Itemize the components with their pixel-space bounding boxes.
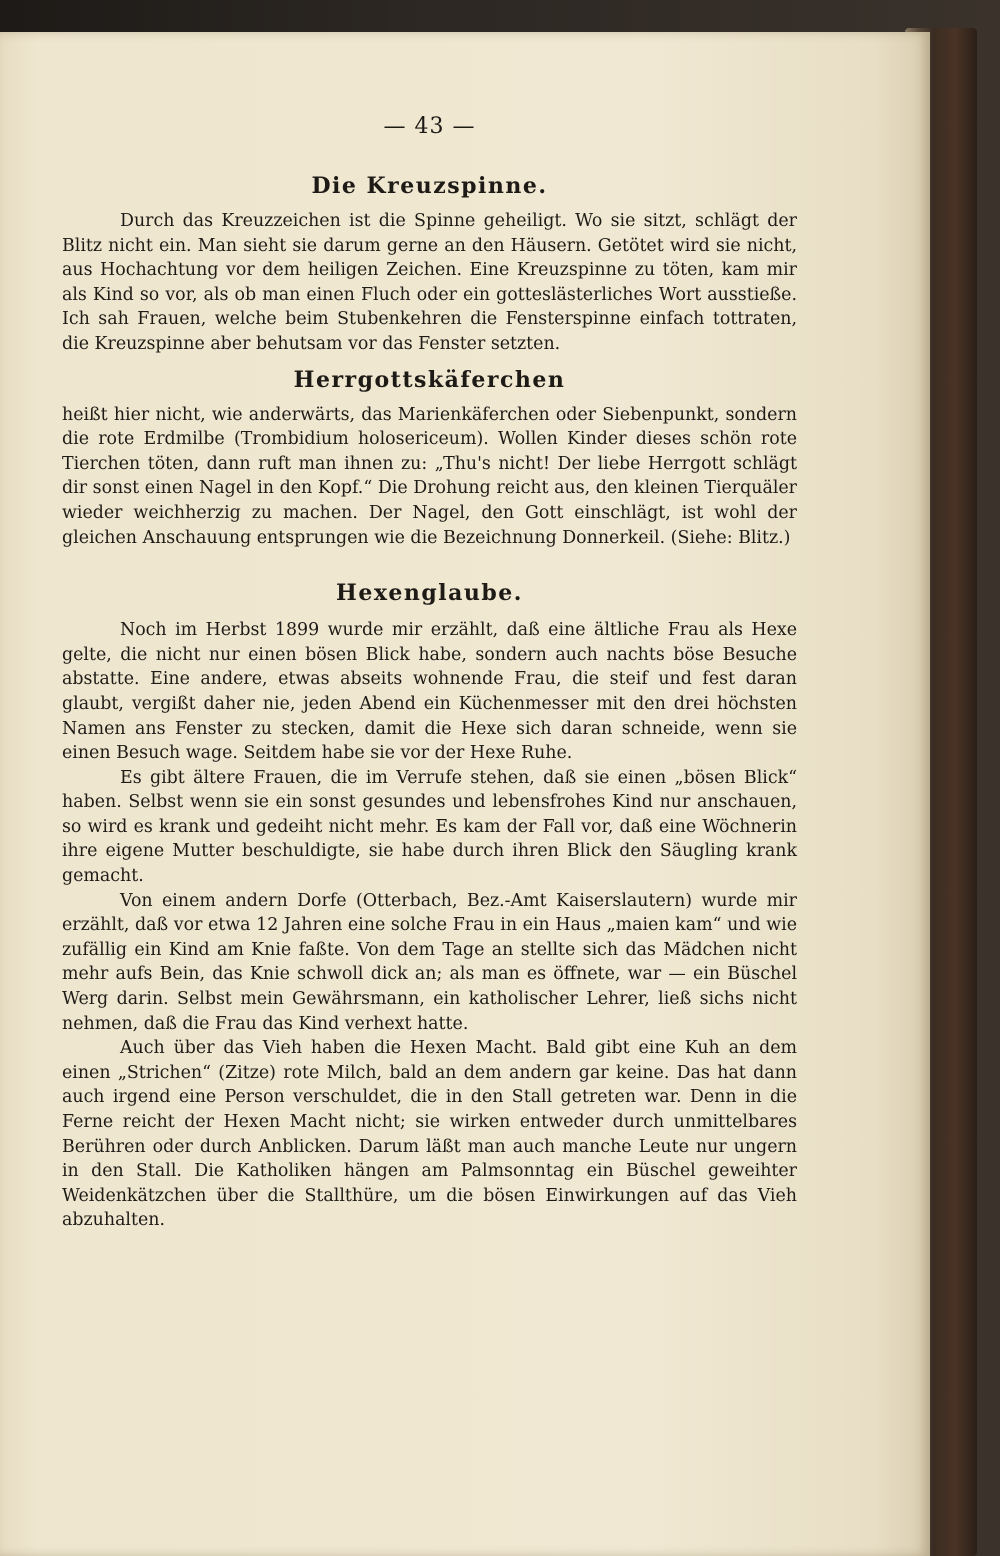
- paragraph: Von einem andern Dorfe (Otterbach, Bez.-Amt Kaiserslautern) wurde mir erzählt, daß vor etwa 12 Jahren eine solche Frau in ein Haus „maien kam“ und wie zufällig ein Kind am Knie faßte. Von dem Tage an stellte sich das Mädchen nicht mehr aufs Bein, das Knie schwoll dick an; als man es öffnete, war — ein Büschel Werg darin. Selbst mein Gewährsmann, ein katholischer Lehrer, ließ sichs nicht nehmen, daß die Frau das Kind verhext hatte.: [62, 890, 797, 1034]
- section-title: Die Kreuzspinne.: [311, 173, 548, 199]
- section-hexenglaube: [62, 580, 797, 1233]
- paragraph: Es gibt ältere Frauen, die im Verrufe stehen, daß sie einen „bösen Blick“ haben. Selbst wenn sie ein sonst gesundes und lebensfrohes Kind nur anschauen, so wird es krank und gedeiht nicht mehr. Es kam der Fall vor, daß eine Wöchnerin ihre eigene Mutter beschuldigte, sie habe durch ihren Blick den Säugling krank gemacht.: [62, 767, 797, 887]
- paragraph: Durch das Kreuzzeichen ist die Spinne geheiligt. Wo sie sitzt, schlägt der Blitz nicht ein. Man sieht sie darum gerne an den Häusern. Getötet wird sie nicht, aus Hochachtung vor dem heiligen Zeichen. Eine Kreuzspinne zu töten, kam mir als Kind so vor, als ob man einen Fluch oder ein gotteslästerliches Wort ausstieße. Ich sah Frauen, welche beim Stubenkehren die Fensterspinne einfach tottraten, die Kreuzspinne aber behutsam vor das Fenster setzten.: [62, 211, 797, 354]
- page-number: — 43 —: [383, 114, 476, 139]
- section-title: Herrgottskäferchen: [293, 366, 566, 393]
- section-kreuzspinne: [62, 173, 797, 357]
- page-content: [62, 114, 797, 1233]
- book-page: [0, 32, 930, 1556]
- paragraph: Auch über das Vieh haben die Hexen Macht. Bald gibt eine Kuh an dem einen „Strichen“ (Zitze) rote Milch, bald an dem andern gar keine. Das hat dann auch irgend eine Person verschuldet, die in den Stall getreten war. Denn in die Ferne reicht der Hexen Macht nicht; sie wirken entweder durch unmittelbares Berühren oder durch Anblicken. Darum läßt man auch manche Leute nur ungern in den Stall. Die Katholiken hängen am Palmsonntag ein Büschel geweihter Weidenkätzchen über die Stallthüre, um die bösen Einwirkungen auf das Vieh abzuhalten.: [62, 1038, 797, 1231]
- paragraph: Noch im Herbst 1899 wurde mir erzählt, daß eine ältliche Frau als Hexe gelte, die nicht nur einen bösen Blick habe, sondern auch nachts böse Besuche abstatte. Eine andere, etwas abseits wohnende Frau, die steif und fest daran glaubt, vergißt daher nie, jeden Abend ein Küchenmesser mit den drei höchsten Namen ans Fenster zu stecken, damit die Hexe sich daran schneide, wenn sie einen Besuch wage. Seitdem habe sie vor der Hexe Ruhe.: [62, 620, 797, 764]
- paragraph: heißt hier nicht, wie anderwärts, das Marienkäferchen oder Siebenpunkt, sondern die rote Erdmilbe (Trombidium holosericeum). Wollen Kinder dieses schön rote Tierchen töten, dann ruft man ihnen zu: „Thu's nicht! Der liebe Herrgott schlägt dir sonst einen Nagel in den Kopf.“ Die Drohung reicht aus, den kleinen Tierquäler wieder weichherzig zu machen. Der Nagel, den Gott einschlägt, ist wohl der gleichen Anschauung entsprungen wie die Bezeichnung Donnerkeil. (Siehe: Blitz.): [62, 404, 797, 548]
- section-herrgottskaeferchen: [62, 367, 797, 551]
- section-title: Hexenglaube.: [336, 580, 523, 607]
